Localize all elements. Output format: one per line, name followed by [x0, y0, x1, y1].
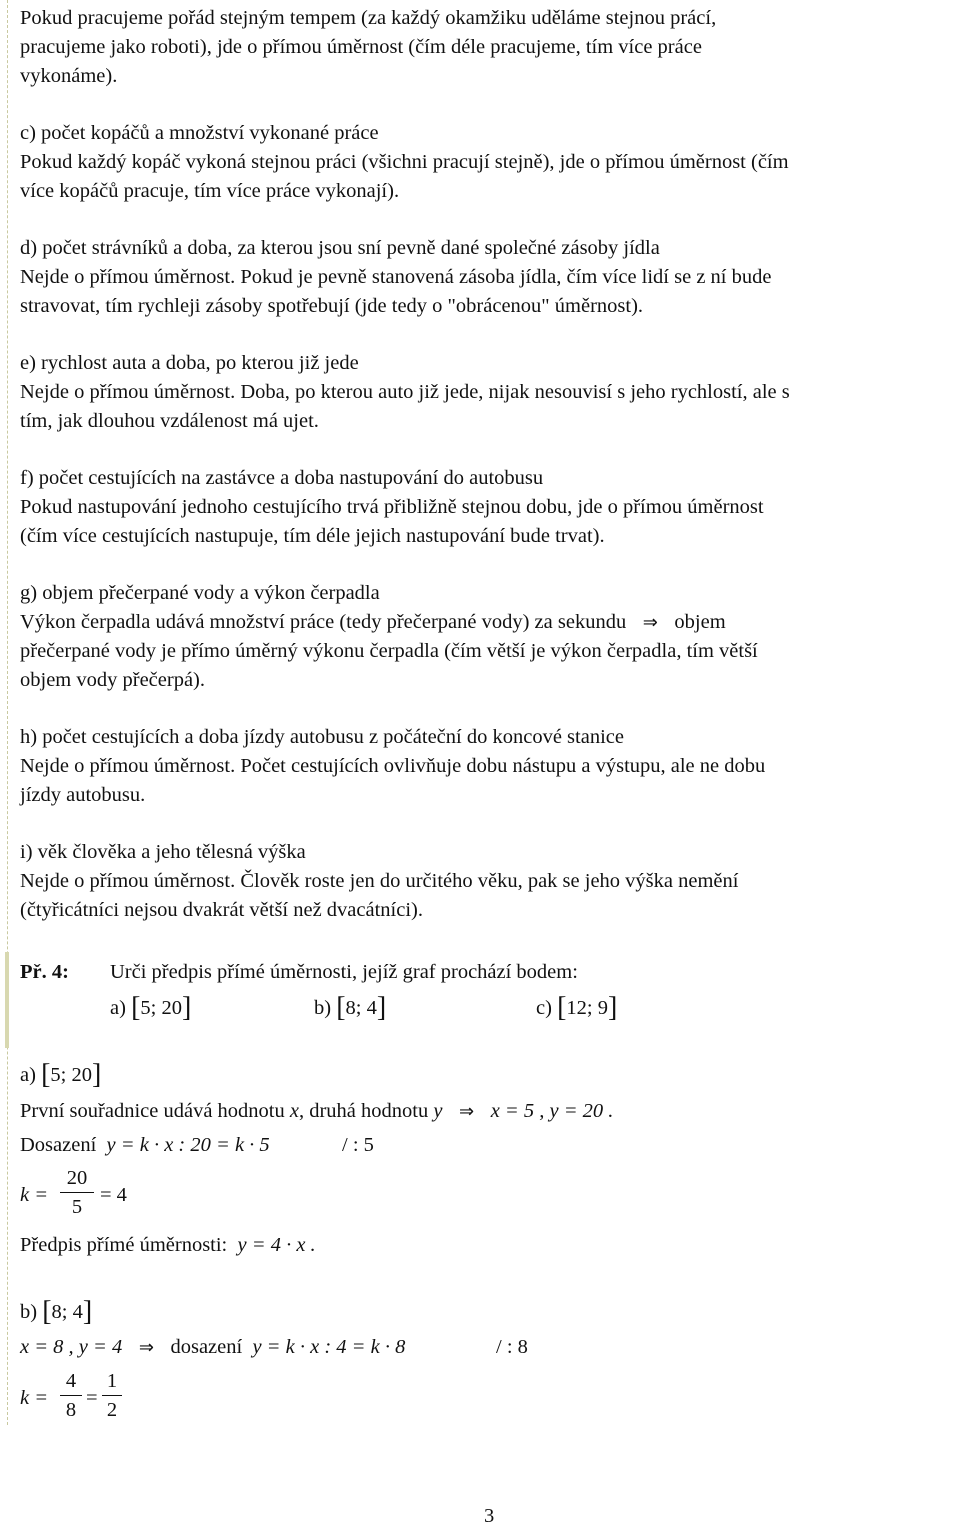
exercise-text: Urči předpis přímé úměrnosti, jejíž graf prochází bodem:	[110, 961, 578, 983]
implies-arrow-icon: ⇒	[631, 612, 670, 633]
page-number: 3	[484, 1505, 495, 1527]
section-g-line-1-text: Výkon čerpadla udává množství práce (tedy přečerpané vody) za sekundu	[20, 611, 627, 633]
solution-b-k: k =	[20, 1387, 49, 1409]
solution-a-divide: / : 5	[342, 1134, 374, 1156]
exercise-option-b: b) [8; 4]	[314, 992, 387, 1023]
section-d-line-1: Nejde o přímou úměrnost. Pokud je pevně stanovená zásoba jídla, čím více lidí se z ní bude	[20, 266, 772, 288]
solution-b-fraction-1: 4 8	[60, 1369, 82, 1422]
section-h-heading: h) počet cestujících a doba jízdy autobusu z počáteční do koncové stanice	[20, 726, 624, 748]
intro-line-1: Pokud pracujeme pořád stejným tempem (za každý okamžiku uděláme stejnou prácí,	[20, 7, 717, 29]
section-i-line-2: (čtyřicátníci nejsou dvakrát větší než dvacátníci).	[20, 899, 423, 921]
section-i-heading: i) věk člověka a jeho tělesná výška	[20, 841, 306, 863]
solution-a-substitution: Dosazení y = k · x : 20 = k · 5	[20, 1134, 270, 1156]
section-d-line-2: stravovat, tím rychleji zásoby spotřebují (jde tedy o "obrácenou" úměrnost).	[20, 295, 644, 317]
section-h-line-1: Nejde o přímou úměrnost. Počet cestujících ovlivňuje dobu nástupu a výstupu, ale ne dobu	[20, 755, 766, 777]
solution-a-heading: a) [5; 20]	[20, 1059, 102, 1090]
solution-a-line-1: První souřadnice udává hodnotu x, druhá hodnotu y ⇒ x = 5 , y = 20 .	[20, 1100, 614, 1122]
solution-b-heading: b) [8; 4]	[20, 1296, 93, 1327]
solution-a-rule: Předpis přímé úměrnosti: y = 4 · x .	[20, 1234, 316, 1256]
solution-a-result: = 4	[100, 1184, 127, 1206]
section-g-heading: g) objem přečerpané vody a výkon čerpadla	[20, 582, 380, 604]
intro-line-3: vykonáme).	[20, 65, 118, 87]
solution-a-fraction: 20 5	[60, 1166, 94, 1219]
implies-arrow-icon: ⇒	[127, 1337, 166, 1358]
solution-b-fraction-2: 1 2	[102, 1369, 122, 1422]
solution-b-line-1: x = 8 , y = 4 ⇒ dosazení y = k · x : 4 = k · 8	[20, 1336, 406, 1358]
section-e-line-1: Nejde o přímou úměrnost. Doba, po kterou auto již jede, nijak nesouvisí s jeho rychlostí, ale s	[20, 381, 790, 403]
solution-b-equals: =	[86, 1387, 98, 1409]
section-c-line-1: Pokud každý kopáč vykoná stejnou práci (všichni pracují stejně), jde o přímou úměrnost (čím	[20, 151, 789, 173]
section-c-heading: c) počet kopáčů a množství vykonané práce	[20, 122, 379, 144]
section-f-line-2: (čím více cestujících nastupuje, tím déle jejich nastupování bude trvat).	[20, 525, 605, 547]
margin-highlight-bar	[5, 952, 9, 1048]
exercise-option-a: a) [5; 20]	[110, 992, 192, 1023]
section-e-heading: e) rychlost auta a doba, po kterou již jede	[20, 352, 359, 374]
exercise-label: Př. 4:	[20, 961, 69, 983]
section-f-line-1: Pokud nastupování jednoho cestujícího trvá přibližně stejnou dobu, jde o přímou úměrnost	[20, 496, 764, 518]
implies-arrow-icon: ⇒	[447, 1101, 486, 1122]
intro-line-2: pracujeme jako roboti), jde o přímou úměrnost (čím déle pracujeme, tím více práce	[20, 36, 702, 58]
section-e-line-2: tím, jak dlouhou vzdálenost má ujet.	[20, 410, 319, 432]
solution-b-divide: / : 8	[496, 1336, 528, 1358]
section-g-line-3: objem vody přečerpá).	[20, 669, 205, 691]
section-f-heading: f) počet cestujících na zastávce a doba nastupování do autobusu	[20, 467, 544, 489]
section-g-line-1-end: objem	[674, 611, 726, 633]
section-d-heading: d) počet strávníků a doba, za kterou jsou sní pevně dané společné zásoby jídla	[20, 237, 660, 259]
exercise-option-c: c) [12; 9]	[536, 992, 618, 1023]
section-g-line-1	[20, 608, 726, 637]
solution-a-k: k =	[20, 1184, 49, 1206]
section-i-line-1: Nejde o přímou úměrnost. Člověk roste jen do určitého věku, pak se jeho výška nemění	[20, 870, 739, 892]
section-c-line-2: více kopáčů pracuje, tím více práce vykonají).	[20, 180, 400, 202]
section-h-line-2: jízdy autobusu.	[20, 784, 146, 806]
section-g-line-2: přečerpané vody je přímo úměrný výkonu čerpadla (čím větší je výkon čerpadla, tím větší	[20, 640, 758, 662]
margin-dashed-line	[7, 0, 8, 1425]
